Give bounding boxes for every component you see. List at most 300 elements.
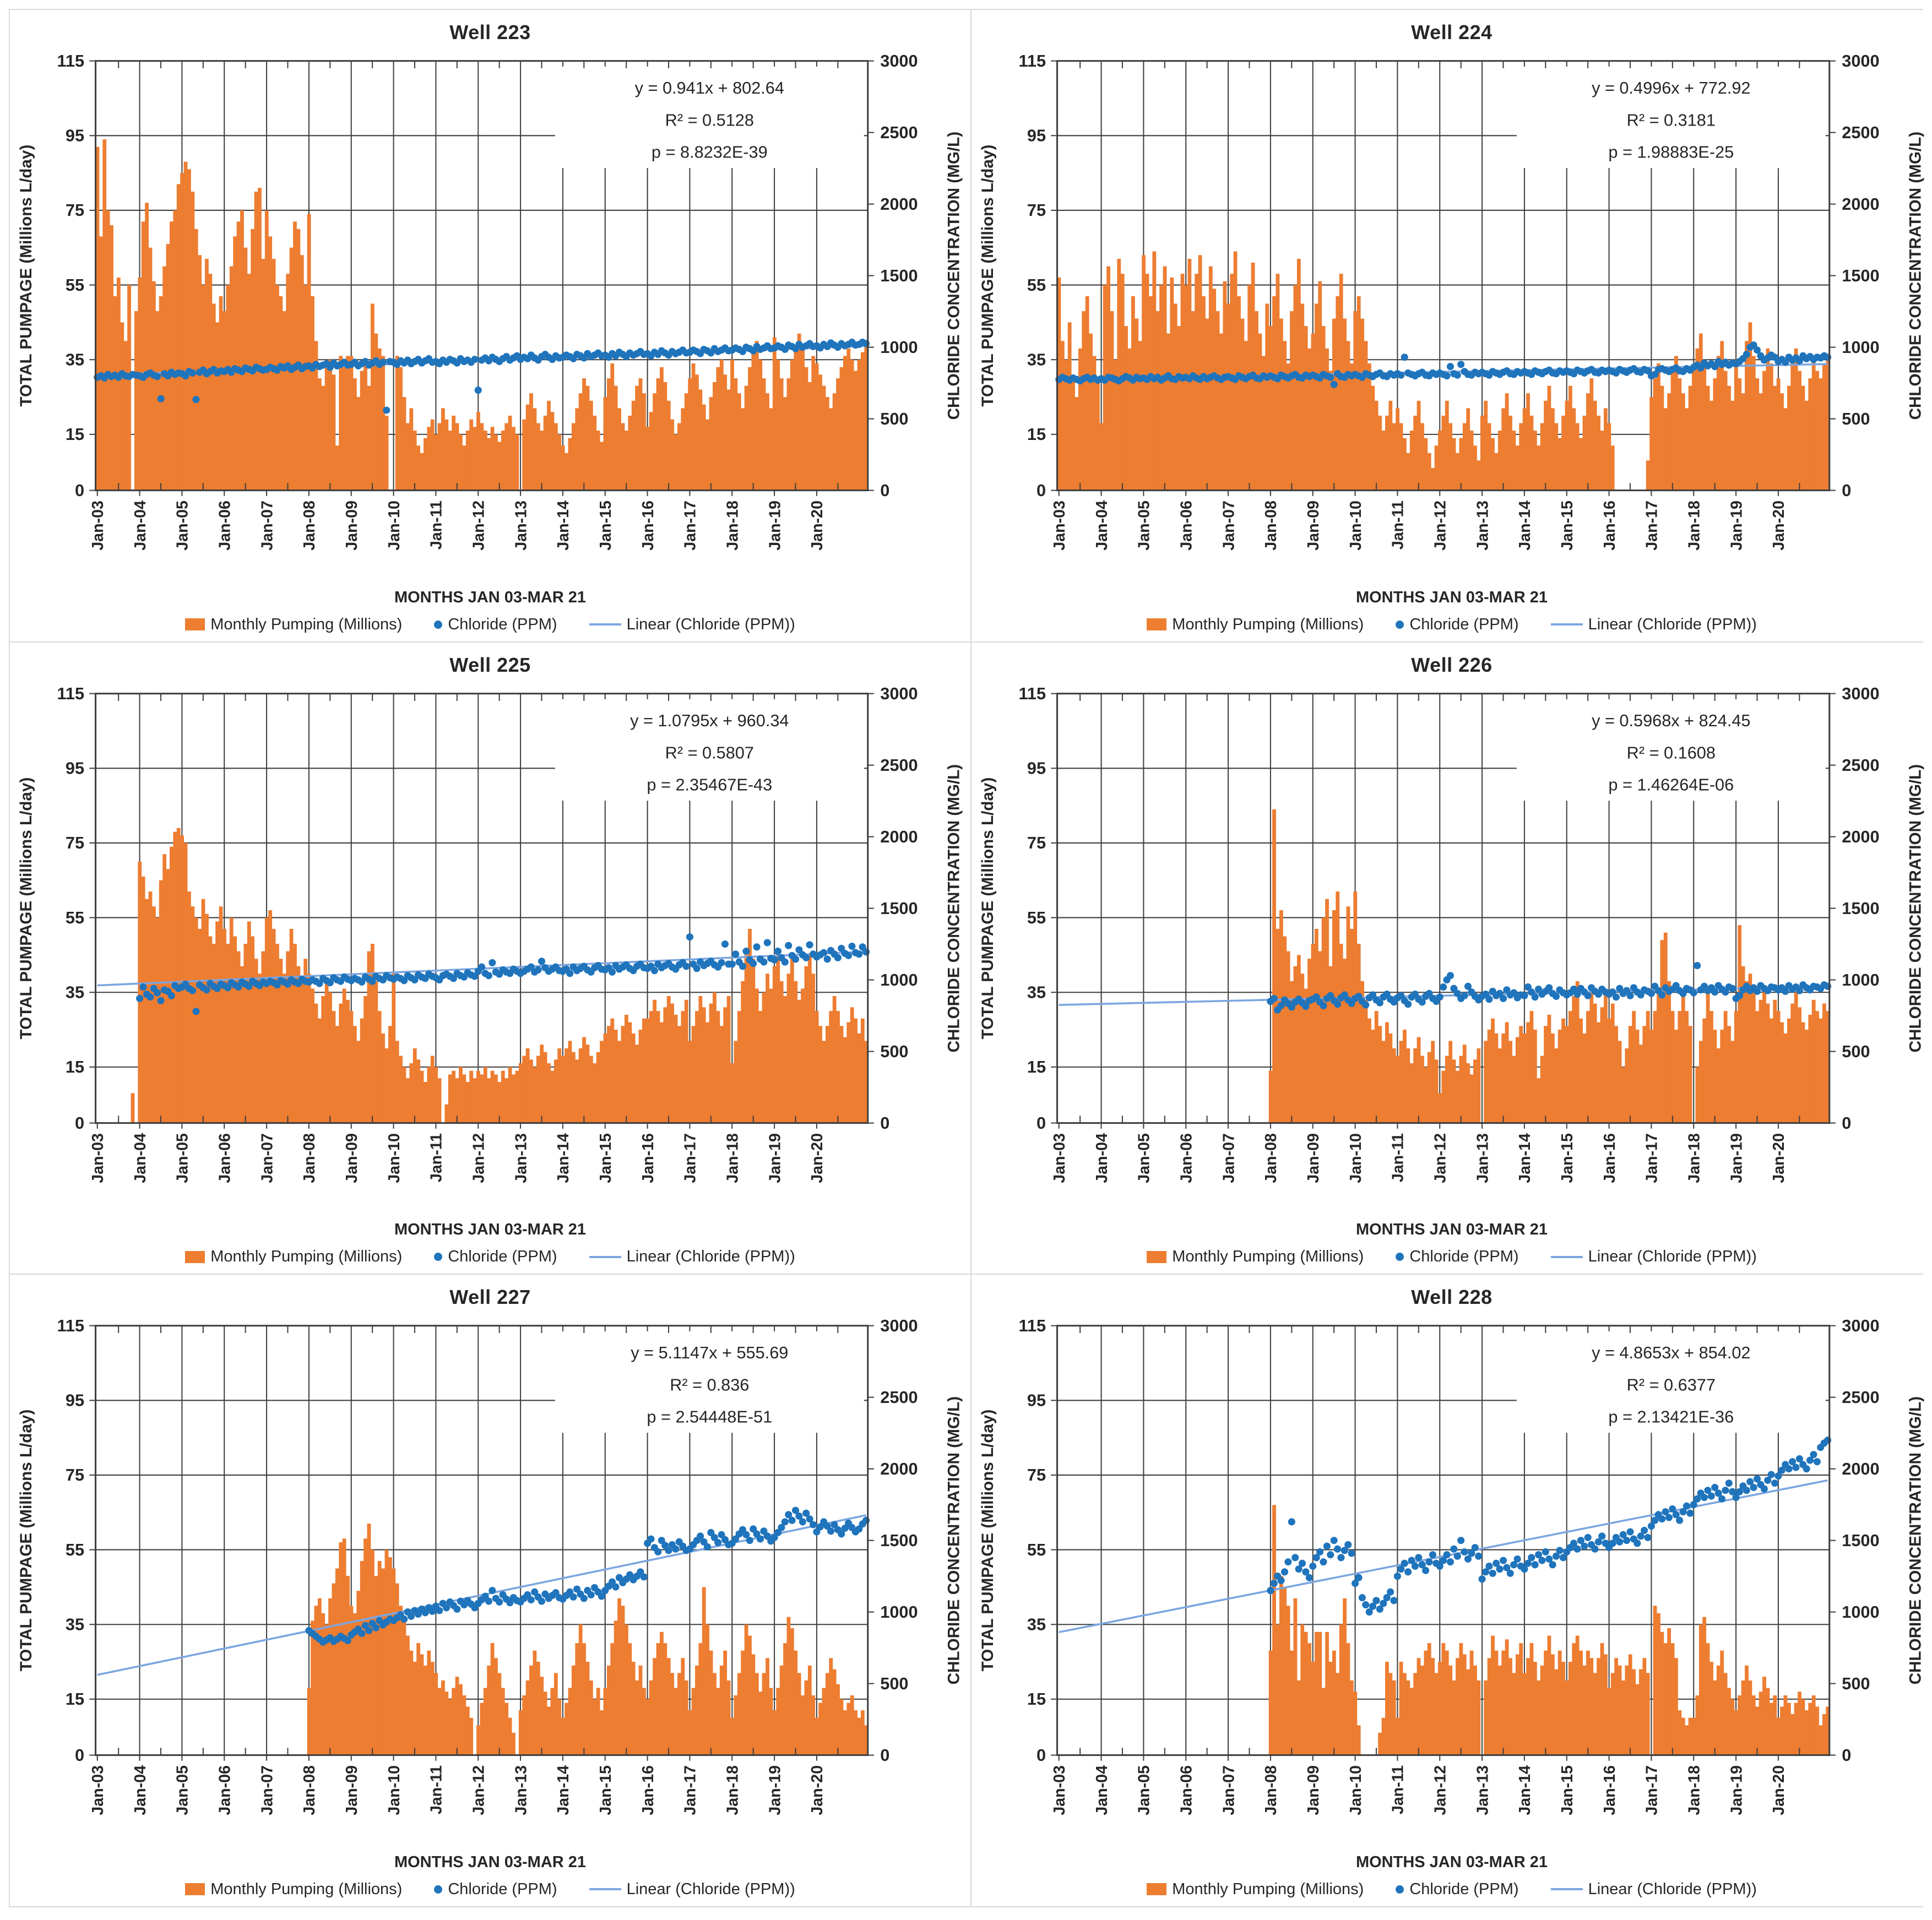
x-tick-label: Jan-06 bbox=[216, 501, 234, 551]
right-tick-label: 1500 bbox=[880, 265, 918, 285]
x-axis-title: MONTHS JAN 03-MAR 21 bbox=[394, 1221, 587, 1239]
x-tick-label: Jan-04 bbox=[131, 1133, 149, 1183]
right-tick-label: 2000 bbox=[1842, 1459, 1880, 1479]
left-tick-label: 75 bbox=[65, 200, 85, 220]
x-tick-label: Jan-16 bbox=[1600, 1133, 1619, 1183]
x-tick-label: Jan-12 bbox=[470, 1133, 488, 1183]
x-tick-label: Jan-12 bbox=[470, 501, 488, 551]
x-tick-label: Jan-06 bbox=[1177, 1765, 1196, 1816]
left-tick-label: 55 bbox=[65, 1540, 85, 1560]
x-axis-title: MONTHS JAN 03-MAR 21 bbox=[1355, 1221, 1548, 1239]
right-tick-label: 1500 bbox=[1842, 898, 1880, 918]
right-tick-label: 0 bbox=[880, 1113, 890, 1133]
x-tick-label: Jan-03 bbox=[1050, 501, 1068, 551]
right-tick-label: 2000 bbox=[1842, 194, 1880, 214]
x-tick-label: Jan-15 bbox=[1558, 1765, 1576, 1816]
left-tick-label: 15 bbox=[65, 1689, 85, 1709]
left-tick-label: 95 bbox=[65, 758, 85, 778]
left-tick-label: 35 bbox=[1027, 982, 1046, 1002]
pumpage-bars bbox=[1269, 1505, 1830, 1755]
x-tick-label: Jan-13 bbox=[512, 1765, 530, 1816]
x-tick-label: Jan-20 bbox=[1770, 1765, 1788, 1816]
right-tick-label: 1500 bbox=[1842, 265, 1880, 285]
left-tick-label: 55 bbox=[1027, 907, 1046, 927]
right-axis-title: CHLORIDE CONCENTRATION (MG/L) bbox=[945, 1396, 963, 1685]
left-tick-label: 75 bbox=[1027, 1465, 1046, 1485]
x-tick-label: Jan-05 bbox=[1135, 1133, 1153, 1183]
plot-area bbox=[11, 45, 969, 588]
left-axis-title: TOTAL PUMPAGE (Millions L/day) bbox=[978, 777, 997, 1040]
right-axis-title: CHLORIDE CONCENTRATION (MG/L) bbox=[1906, 764, 1925, 1053]
left-tick-label: 55 bbox=[65, 907, 85, 927]
x-tick-label: Jan-18 bbox=[724, 1765, 742, 1816]
trend-r-squared: R² = 0.6377 bbox=[1626, 1375, 1716, 1395]
legend-label: Chloride (PPM) bbox=[1409, 1880, 1519, 1898]
pumpage-bars bbox=[307, 1524, 868, 1755]
trend-equation: y = 0.5968x + 824.45 bbox=[1592, 710, 1751, 730]
right-tick-label: 1000 bbox=[880, 970, 918, 989]
well-226-chart-panel bbox=[972, 643, 1932, 1274]
right-tick-label: 2000 bbox=[880, 1459, 918, 1479]
x-tick-label: Jan-19 bbox=[1728, 501, 1746, 551]
legend-label: Monthly Pumping (Millions) bbox=[210, 1880, 403, 1898]
right-tick-label: 1000 bbox=[1842, 970, 1880, 989]
right-tick-label: 3000 bbox=[1842, 683, 1880, 703]
x-tick-label: Jan-17 bbox=[681, 501, 699, 551]
right-tick-label: 2000 bbox=[1842, 826, 1880, 846]
x-tick-label: Jan-04 bbox=[1093, 1765, 1111, 1816]
pumping-legend-swatch-icon bbox=[1147, 1251, 1166, 1263]
x-tick-label: Jan-19 bbox=[1728, 1765, 1746, 1816]
legend-label: Linear (Chloride (PPM)) bbox=[626, 615, 795, 633]
x-tick-label: Jan-20 bbox=[808, 501, 827, 551]
x-tick-label: Jan-08 bbox=[1262, 501, 1280, 551]
x-tick-label: Jan-05 bbox=[173, 1133, 192, 1183]
legend-label: Chloride (PPM) bbox=[1409, 1248, 1519, 1266]
left-tick-label: 55 bbox=[65, 275, 85, 295]
x-tick-label: Jan-15 bbox=[1558, 1133, 1576, 1183]
x-tick-label: Jan-15 bbox=[1558, 501, 1576, 551]
legend-label: Monthly Pumping (Millions) bbox=[210, 615, 403, 633]
x-tick-label: Jan-13 bbox=[512, 501, 530, 551]
x-tick-label: Jan-18 bbox=[724, 1133, 742, 1183]
x-tick-label: Jan-10 bbox=[385, 1765, 403, 1816]
x-tick-label: Jan-18 bbox=[1685, 501, 1703, 551]
right-axis-title: CHLORIDE CONCENTRATION (MG/L) bbox=[945, 764, 963, 1053]
left-tick-label: 55 bbox=[1027, 1540, 1046, 1560]
x-tick-label: Jan-11 bbox=[1389, 1765, 1407, 1815]
right-tick-label: 500 bbox=[1842, 1041, 1870, 1061]
right-tick-label: 1500 bbox=[880, 1531, 918, 1551]
x-tick-label: Jan-07 bbox=[1220, 501, 1238, 551]
left-axis-title: TOTAL PUMPAGE (Millions L/day) bbox=[978, 1409, 997, 1672]
x-tick-label: Jan-17 bbox=[1643, 501, 1661, 551]
chart-grid-frame bbox=[9, 9, 1923, 1907]
trend-annotation bbox=[555, 67, 864, 168]
legend bbox=[1147, 616, 1757, 634]
left-tick-label: 95 bbox=[1027, 1390, 1046, 1410]
legend-item bbox=[589, 1248, 795, 1266]
left-axis-tick-labels bbox=[1019, 684, 1046, 1133]
left-tick-label: 115 bbox=[57, 51, 85, 70]
x-tick-label: Jan-09 bbox=[343, 1765, 361, 1816]
left-tick-label: 0 bbox=[1036, 480, 1046, 500]
chloride-legend-dot-icon bbox=[1396, 1885, 1404, 1894]
trend-p-value: p = 2.35467E-43 bbox=[647, 775, 773, 795]
right-axis-title: CHLORIDE CONCENTRATION (MG/L) bbox=[1906, 1396, 1925, 1685]
legend bbox=[1147, 1880, 1757, 1899]
legend-item bbox=[1551, 616, 1757, 634]
right-tick-label: 500 bbox=[1842, 1674, 1870, 1694]
left-axis-tick-labels bbox=[57, 684, 85, 1133]
pumping-legend-swatch-icon bbox=[185, 1251, 205, 1263]
legend-item bbox=[1147, 1248, 1364, 1266]
x-tick-label: Jan-06 bbox=[1177, 501, 1196, 551]
legend-item bbox=[434, 616, 557, 634]
left-tick-label: 55 bbox=[1027, 275, 1046, 295]
x-axis-tick-labels bbox=[89, 1133, 826, 1183]
right-tick-label: 0 bbox=[1842, 1113, 1852, 1133]
x-tick-label: Jan-10 bbox=[1347, 1765, 1365, 1816]
right-tick-label: 1000 bbox=[880, 1602, 918, 1622]
linear-legend-line-icon bbox=[1551, 623, 1583, 626]
trend-r-squared: R² = 0.836 bbox=[670, 1375, 750, 1395]
left-axis-tick-labels bbox=[57, 51, 85, 500]
x-tick-label: Jan-20 bbox=[1770, 1133, 1788, 1183]
legend-label: Monthly Pumping (Millions) bbox=[1172, 615, 1364, 633]
chloride-legend-dot-icon bbox=[1396, 621, 1404, 629]
pumping-legend-swatch-icon bbox=[185, 1883, 205, 1895]
x-tick-label: Jan-07 bbox=[1220, 1765, 1238, 1816]
left-axis-title: TOTAL PUMPAGE (Millions L/day) bbox=[978, 144, 997, 407]
x-axis-tick-labels bbox=[1051, 1133, 1788, 1183]
well-223-chart-panel bbox=[10, 10, 970, 641]
x-axis-tick-labels bbox=[89, 501, 826, 551]
legend-item bbox=[1551, 1248, 1757, 1266]
right-tick-label: 0 bbox=[1842, 480, 1852, 500]
left-tick-label: 95 bbox=[65, 126, 85, 145]
chart-title: Well 226 bbox=[1411, 653, 1493, 676]
left-axis-tick-labels bbox=[1019, 1316, 1046, 1765]
right-axis-tick-labels bbox=[880, 684, 918, 1133]
left-tick-label: 15 bbox=[1027, 1057, 1046, 1076]
x-tick-label: Jan-09 bbox=[1304, 501, 1322, 551]
legend-label: Linear (Chloride (PPM)) bbox=[1588, 615, 1757, 633]
chart-grid bbox=[10, 10, 1925, 1906]
x-tick-label: Jan-14 bbox=[1516, 501, 1534, 551]
x-tick-label: Jan-04 bbox=[1093, 1133, 1111, 1183]
x-tick-label: Jan-13 bbox=[1474, 1133, 1492, 1183]
right-axis-tick-labels bbox=[880, 1316, 918, 1765]
right-tick-label: 2000 bbox=[880, 826, 918, 846]
right-tick-label: 1500 bbox=[1842, 1531, 1880, 1551]
x-tick-label: Jan-14 bbox=[555, 1765, 573, 1816]
x-tick-label: Jan-08 bbox=[301, 1765, 319, 1816]
right-tick-label: 3000 bbox=[880, 51, 918, 70]
x-tick-label: Jan-03 bbox=[89, 1765, 107, 1816]
left-tick-label: 115 bbox=[1018, 1316, 1046, 1336]
left-tick-label: 115 bbox=[57, 683, 85, 703]
x-tick-label: Jan-10 bbox=[385, 1133, 403, 1183]
right-axis-tick-labels bbox=[1842, 684, 1879, 1133]
trend-equation: y = 0.941x + 802.64 bbox=[634, 78, 784, 98]
left-tick-label: 75 bbox=[1027, 833, 1046, 852]
right-axis-tick-labels bbox=[1842, 1316, 1879, 1765]
legend-label: Linear (Chloride (PPM)) bbox=[1588, 1880, 1757, 1898]
x-tick-label: Jan-19 bbox=[766, 501, 784, 551]
x-tick-label: Jan-10 bbox=[1347, 1133, 1365, 1183]
right-tick-label: 0 bbox=[880, 1745, 890, 1765]
x-tick-label: Jan-11 bbox=[427, 501, 446, 550]
well-227-chart-panel bbox=[10, 1275, 970, 1906]
legend-item bbox=[1147, 1880, 1364, 1899]
x-axis-tick-labels bbox=[89, 1765, 826, 1815]
x-tick-label: Jan-16 bbox=[1600, 501, 1619, 551]
linear-legend-line-icon bbox=[1551, 1256, 1583, 1258]
right-tick-label: 0 bbox=[880, 480, 890, 500]
left-tick-label: 15 bbox=[1027, 1689, 1046, 1709]
left-tick-label: 95 bbox=[1027, 126, 1046, 145]
x-tick-label: Jan-16 bbox=[1600, 1765, 1619, 1816]
x-axis-title: MONTHS JAN 03-MAR 21 bbox=[394, 1853, 587, 1871]
chloride-legend-dot-icon bbox=[1396, 1253, 1404, 1261]
x-tick-label: Jan-06 bbox=[1177, 1133, 1196, 1183]
right-tick-label: 2500 bbox=[1842, 755, 1880, 775]
right-tick-label: 2500 bbox=[1842, 1388, 1880, 1407]
trend-p-value: p = 1.98883E-25 bbox=[1608, 142, 1734, 162]
well-228-chart-panel bbox=[972, 1275, 1932, 1906]
x-tick-label: Jan-08 bbox=[1262, 1133, 1280, 1183]
x-tick-label: Jan-09 bbox=[343, 501, 361, 551]
left-tick-label: 115 bbox=[1018, 51, 1046, 70]
x-tick-label: Jan-12 bbox=[470, 1765, 488, 1816]
x-tick-label: Jan-17 bbox=[681, 1133, 699, 1183]
x-tick-label: Jan-16 bbox=[639, 501, 657, 551]
right-tick-label: 500 bbox=[1842, 409, 1870, 428]
left-tick-label: 35 bbox=[65, 1614, 85, 1634]
legend-item bbox=[589, 616, 795, 634]
left-axis-title: TOTAL PUMPAGE (Millions L/day) bbox=[17, 144, 35, 407]
left-tick-label: 0 bbox=[74, 1745, 85, 1765]
trend-equation: y = 1.0795x + 960.34 bbox=[630, 710, 789, 730]
right-axis-tick-labels bbox=[1842, 51, 1879, 500]
legend-item bbox=[1396, 1880, 1518, 1899]
left-axis-tick-labels bbox=[57, 1316, 85, 1765]
legend-label: Monthly Pumping (Millions) bbox=[1172, 1248, 1364, 1266]
legend-item bbox=[185, 1248, 402, 1266]
right-axis-title: CHLORIDE CONCENTRATION (MG/L) bbox=[945, 131, 963, 420]
right-tick-label: 2500 bbox=[880, 122, 918, 142]
left-tick-label: 75 bbox=[65, 833, 85, 852]
x-tick-label: Jan-10 bbox=[385, 501, 403, 551]
left-tick-label: 15 bbox=[65, 1057, 85, 1076]
chart-title: Well 224 bbox=[1411, 21, 1493, 43]
x-tick-label: Jan-12 bbox=[1431, 1133, 1450, 1183]
right-tick-label: 3000 bbox=[880, 1316, 918, 1336]
trend-p-value: p = 1.46264E-06 bbox=[1608, 775, 1734, 795]
x-axis-title: MONTHS JAN 03-MAR 21 bbox=[1355, 1853, 1548, 1871]
trend-p-value: p = 2.13421E-36 bbox=[1608, 1407, 1734, 1427]
legend-label: Monthly Pumping (Millions) bbox=[1172, 1880, 1364, 1898]
linear-legend-line-icon bbox=[589, 623, 621, 626]
left-tick-label: 35 bbox=[1027, 350, 1046, 369]
right-axis-title: CHLORIDE CONCENTRATION (MG/L) bbox=[1906, 131, 1925, 420]
right-tick-label: 1000 bbox=[1842, 337, 1880, 357]
right-tick-label: 500 bbox=[880, 409, 909, 428]
trend-annotation bbox=[555, 1331, 864, 1433]
x-tick-label: Jan-04 bbox=[1093, 501, 1111, 551]
x-tick-label: Jan-03 bbox=[89, 1133, 107, 1183]
trend-annotation bbox=[1517, 699, 1826, 801]
left-tick-label: 35 bbox=[65, 982, 85, 1002]
pumpage-bars bbox=[1269, 809, 1830, 1123]
right-tick-label: 3000 bbox=[880, 683, 918, 703]
left-tick-label: 35 bbox=[1027, 1614, 1046, 1634]
pumping-legend-swatch-icon bbox=[1147, 618, 1166, 630]
well-224-chart-panel bbox=[972, 10, 1932, 641]
linear-legend-line-icon bbox=[589, 1256, 621, 1258]
x-tick-label: Jan-08 bbox=[301, 1133, 319, 1183]
legend-item bbox=[1396, 1248, 1518, 1266]
trend-annotation bbox=[555, 699, 864, 801]
x-tick-label: Jan-08 bbox=[301, 501, 319, 551]
left-tick-label: 75 bbox=[1027, 200, 1046, 220]
x-tick-label: Jan-19 bbox=[766, 1133, 784, 1183]
right-tick-label: 2500 bbox=[880, 755, 918, 775]
chart-title: Well 227 bbox=[449, 1286, 531, 1309]
x-tick-label: Jan-17 bbox=[1643, 1133, 1661, 1183]
x-tick-label: Jan-11 bbox=[1389, 1133, 1407, 1182]
x-tick-label: Jan-05 bbox=[173, 1765, 192, 1816]
trend-r-squared: R² = 0.5128 bbox=[665, 110, 754, 130]
trend-p-value: p = 2.54448E-51 bbox=[647, 1407, 773, 1427]
x-tick-label: Jan-16 bbox=[639, 1765, 657, 1816]
x-tick-label: Jan-12 bbox=[1431, 1765, 1450, 1816]
legend-label: Chloride (PPM) bbox=[448, 615, 557, 633]
legend bbox=[185, 1880, 795, 1899]
plot-area bbox=[973, 1310, 1931, 1852]
x-tick-label: Jan-04 bbox=[131, 501, 149, 551]
legend bbox=[185, 1248, 795, 1266]
left-tick-label: 0 bbox=[1036, 1745, 1046, 1765]
plot-area bbox=[973, 678, 1931, 1220]
x-tick-label: Jan-07 bbox=[258, 1765, 276, 1816]
x-tick-label: Jan-19 bbox=[1728, 1133, 1746, 1183]
right-tick-label: 3000 bbox=[1842, 1316, 1880, 1336]
x-axis-tick-labels bbox=[1051, 501, 1788, 551]
x-tick-label: Jan-03 bbox=[89, 501, 107, 551]
plot-area bbox=[11, 1310, 969, 1852]
x-tick-label: Jan-20 bbox=[1770, 501, 1788, 551]
pumping-legend-swatch-icon bbox=[185, 618, 205, 630]
plot-area bbox=[973, 45, 1931, 588]
x-tick-label: Jan-18 bbox=[1685, 1133, 1703, 1183]
x-tick-label: Jan-06 bbox=[216, 1765, 234, 1816]
right-tick-label: 2000 bbox=[880, 194, 918, 214]
x-tick-label: Jan-04 bbox=[131, 1765, 149, 1816]
x-tick-label: Jan-11 bbox=[1389, 501, 1407, 550]
x-axis-tick-labels bbox=[1051, 1765, 1788, 1815]
chart-title: Well 223 bbox=[449, 21, 531, 43]
x-tick-label: Jan-20 bbox=[808, 1133, 827, 1183]
legend-label: Linear (Chloride (PPM)) bbox=[626, 1880, 795, 1898]
x-tick-label: Jan-13 bbox=[1474, 501, 1492, 551]
legend-label: Chloride (PPM) bbox=[448, 1880, 557, 1898]
x-tick-label: Jan-09 bbox=[1304, 1133, 1322, 1183]
x-tick-label: Jan-15 bbox=[596, 501, 615, 551]
x-tick-label: Jan-16 bbox=[639, 1133, 657, 1183]
x-tick-label: Jan-03 bbox=[1050, 1765, 1068, 1816]
legend-item bbox=[434, 1248, 557, 1266]
x-tick-label: Jan-09 bbox=[343, 1133, 361, 1183]
chloride-points bbox=[1267, 1437, 1831, 1616]
x-tick-label: Jan-09 bbox=[1304, 1765, 1322, 1816]
x-axis-title: MONTHS JAN 03-MAR 21 bbox=[1355, 588, 1548, 606]
legend bbox=[1147, 1248, 1757, 1266]
x-axis-title: MONTHS JAN 03-MAR 21 bbox=[394, 588, 587, 606]
trend-equation: y = 5.1147x + 555.69 bbox=[631, 1343, 789, 1363]
chloride-legend-dot-icon bbox=[434, 1253, 442, 1261]
chart-title: Well 225 bbox=[449, 653, 531, 676]
chloride-trend-line bbox=[1059, 1481, 1828, 1633]
plot-area bbox=[11, 678, 969, 1220]
left-tick-label: 95 bbox=[65, 1390, 85, 1410]
x-tick-label: Jan-12 bbox=[1431, 501, 1450, 551]
legend-label: Linear (Chloride (PPM)) bbox=[626, 1248, 795, 1266]
trend-equation: y = 4.8653x + 854.02 bbox=[1592, 1343, 1751, 1363]
left-tick-label: 95 bbox=[1027, 758, 1046, 778]
x-tick-label: Jan-17 bbox=[1643, 1765, 1661, 1816]
trend-p-value: p = 8.8232E-39 bbox=[651, 142, 768, 162]
legend-item bbox=[185, 1880, 402, 1899]
legend-label: Monthly Pumping (Millions) bbox=[210, 1248, 403, 1266]
right-tick-label: 0 bbox=[1842, 1745, 1852, 1765]
legend bbox=[185, 616, 795, 634]
left-tick-label: 15 bbox=[65, 425, 85, 444]
x-tick-label: Jan-07 bbox=[258, 501, 276, 551]
right-axis-tick-labels bbox=[880, 51, 918, 500]
x-tick-label: Jan-15 bbox=[596, 1765, 615, 1816]
pumping-legend-swatch-icon bbox=[1147, 1883, 1166, 1895]
x-tick-label: Jan-10 bbox=[1347, 501, 1365, 551]
x-tick-label: Jan-15 bbox=[596, 1133, 615, 1183]
legend-item bbox=[1147, 616, 1364, 634]
chloride-legend-dot-icon bbox=[434, 1885, 442, 1894]
x-tick-label: Jan-14 bbox=[1516, 1765, 1534, 1816]
trend-r-squared: R² = 0.1608 bbox=[1626, 742, 1716, 762]
trend-equation: y = 0.4996x + 772.92 bbox=[1592, 78, 1751, 98]
legend-item bbox=[589, 1880, 795, 1899]
x-tick-label: Jan-07 bbox=[258, 1133, 276, 1183]
x-tick-label: Jan-14 bbox=[555, 501, 573, 551]
x-tick-label: Jan-17 bbox=[681, 1765, 699, 1816]
trend-annotation bbox=[1517, 67, 1826, 168]
x-tick-label: Jan-11 bbox=[427, 1133, 446, 1182]
linear-legend-line-icon bbox=[1551, 1888, 1583, 1890]
left-tick-label: 15 bbox=[1027, 425, 1046, 444]
x-tick-label: Jan-13 bbox=[1474, 1765, 1492, 1816]
trend-r-squared: R² = 0.3181 bbox=[1626, 110, 1716, 130]
left-tick-label: 0 bbox=[1036, 1113, 1046, 1133]
trend-r-squared: R² = 0.5807 bbox=[665, 742, 754, 762]
left-tick-label: 115 bbox=[57, 1316, 85, 1336]
x-tick-label: Jan-20 bbox=[808, 1765, 827, 1816]
left-tick-label: 35 bbox=[65, 350, 85, 369]
legend-item bbox=[185, 616, 402, 634]
x-tick-label: Jan-18 bbox=[1685, 1765, 1703, 1816]
left-tick-label: 115 bbox=[1018, 683, 1046, 703]
x-tick-label: Jan-05 bbox=[173, 501, 192, 551]
